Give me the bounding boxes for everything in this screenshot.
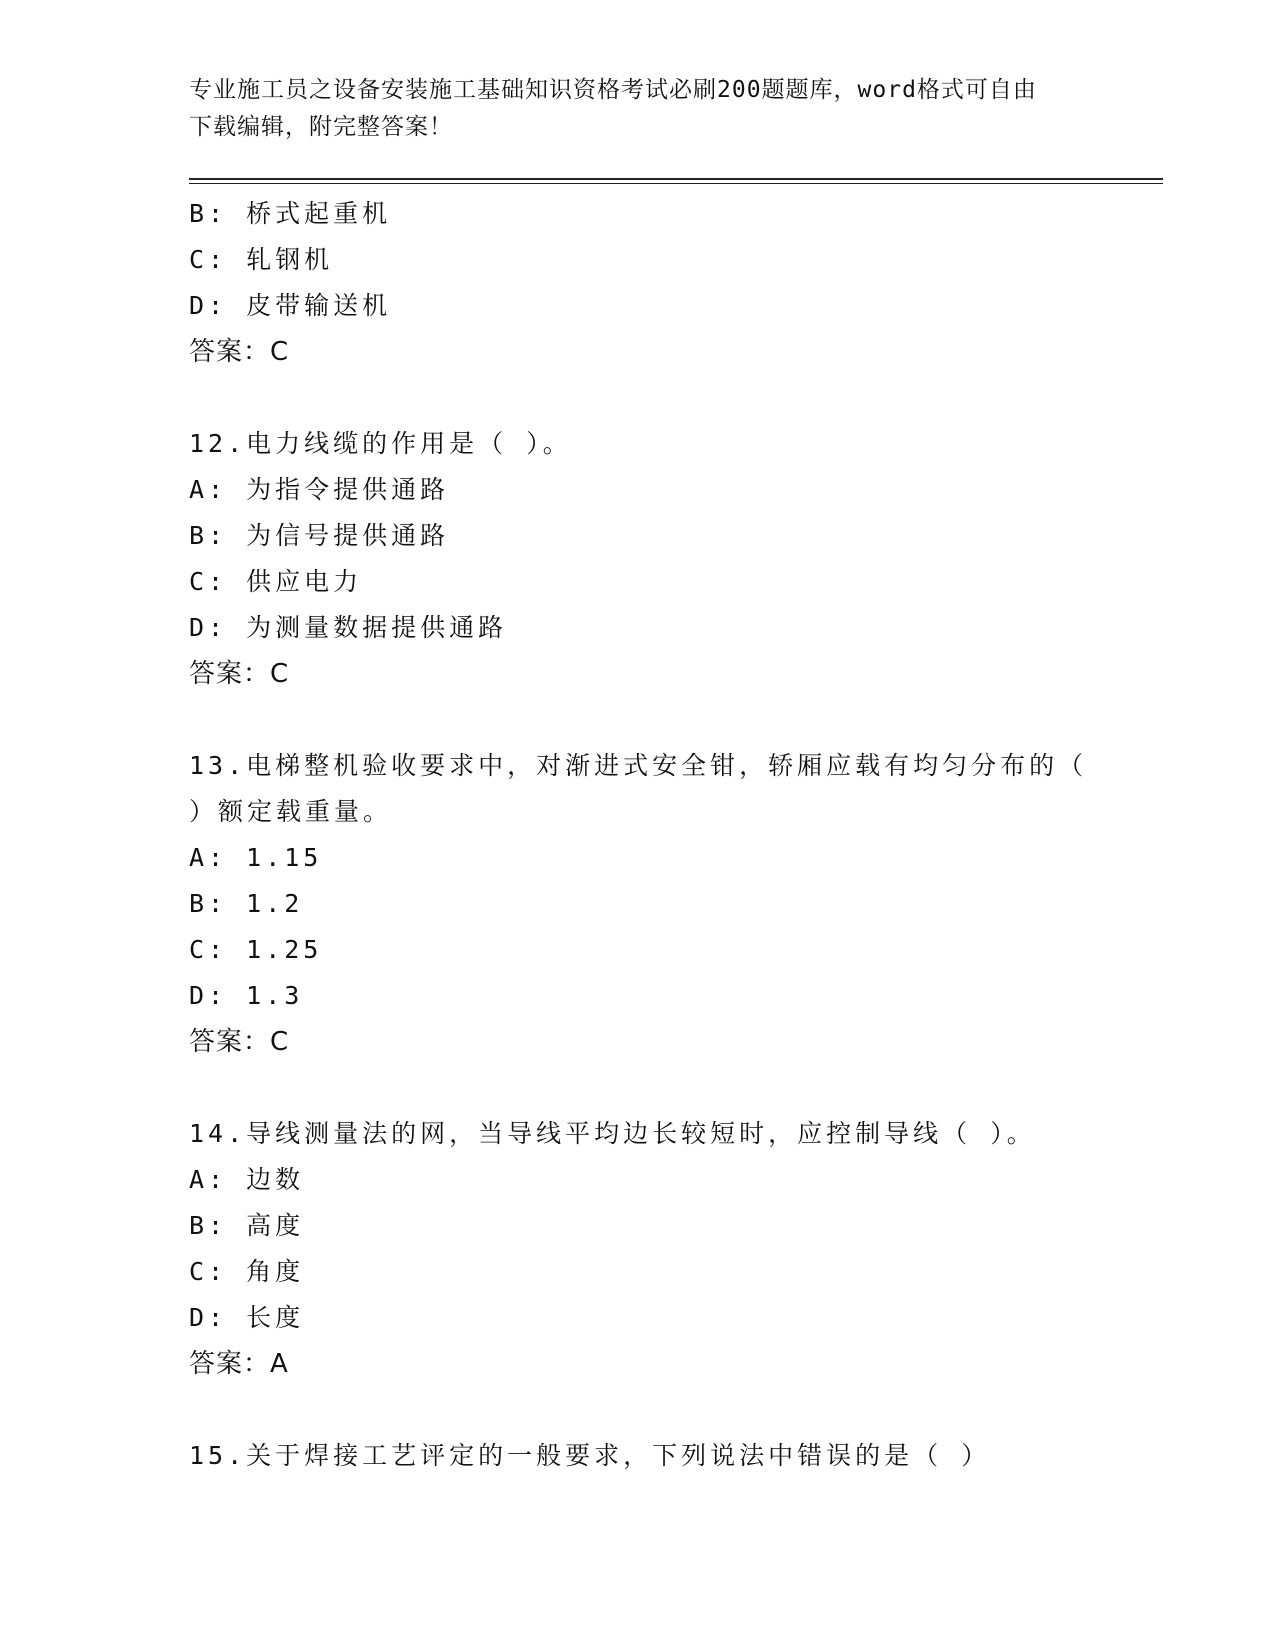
option-c: C: 1.25	[189, 935, 323, 964]
header-divider-thin	[189, 183, 1163, 184]
option-d: D: 1.3	[189, 981, 304, 1010]
option-a: A: 为指令提供通路	[189, 475, 450, 504]
answer-text: 答案：C	[189, 659, 290, 689]
header-title-line-2: 下载编辑，附完整答案！	[189, 114, 453, 140]
question-stem: 15.关于焊接工艺评定的一般要求，下列说法中错误的是（ ）	[189, 1441, 991, 1470]
option-b: B: 桥式起重机	[189, 199, 392, 228]
option-d: D: 长度	[189, 1303, 305, 1332]
spacer	[189, 1387, 1089, 1433]
question-13	[189, 743, 1089, 1065]
option-a: A: 1.15	[189, 843, 323, 872]
option-c: C: 角度	[189, 1257, 305, 1286]
option-c: C: 供应电力	[189, 567, 363, 596]
spacer	[189, 1065, 1089, 1111]
option-b: B: 为信号提供通路	[189, 521, 450, 550]
spacer	[189, 697, 1089, 743]
spacer	[189, 375, 1089, 421]
header-divider-thick	[189, 178, 1163, 180]
option-c: C: 轧钢机	[189, 245, 334, 274]
header-title-line-1: 专业施工员之设备安装施工基础知识资格考试必刷200题题库，word格式可自由	[189, 77, 1037, 103]
question-15	[189, 1433, 1089, 1479]
question-stem: 14.导线测量法的网，当导线平均边长较短时，应控制导线（ ）。	[189, 1119, 1036, 1148]
answer-text: 答案：A	[189, 1349, 289, 1379]
question-stem: 12.电力线缆的作用是（ ）。	[189, 429, 572, 458]
question-14	[189, 1111, 1089, 1387]
question-stem-line-1: 13.电梯整机验收要求中，对渐进式安全钳，轿厢应载有均匀分布的（	[189, 751, 1088, 780]
question-list	[189, 191, 1089, 1479]
answer-text: 答案：C	[189, 337, 290, 367]
option-a: A: 边数	[189, 1165, 305, 1194]
answer-text: 答案：C	[189, 1027, 290, 1057]
question-12	[189, 421, 1089, 697]
option-d: D: 为测量数据提供通路	[189, 613, 508, 642]
option-b: B: 1.2	[189, 889, 304, 918]
question-11	[189, 191, 1089, 375]
question-stem-line-2: ）额定载重量。	[189, 797, 393, 826]
option-d: D: 皮带输送机	[189, 291, 392, 320]
document-header	[189, 72, 1089, 146]
option-b: B: 高度	[189, 1211, 305, 1240]
